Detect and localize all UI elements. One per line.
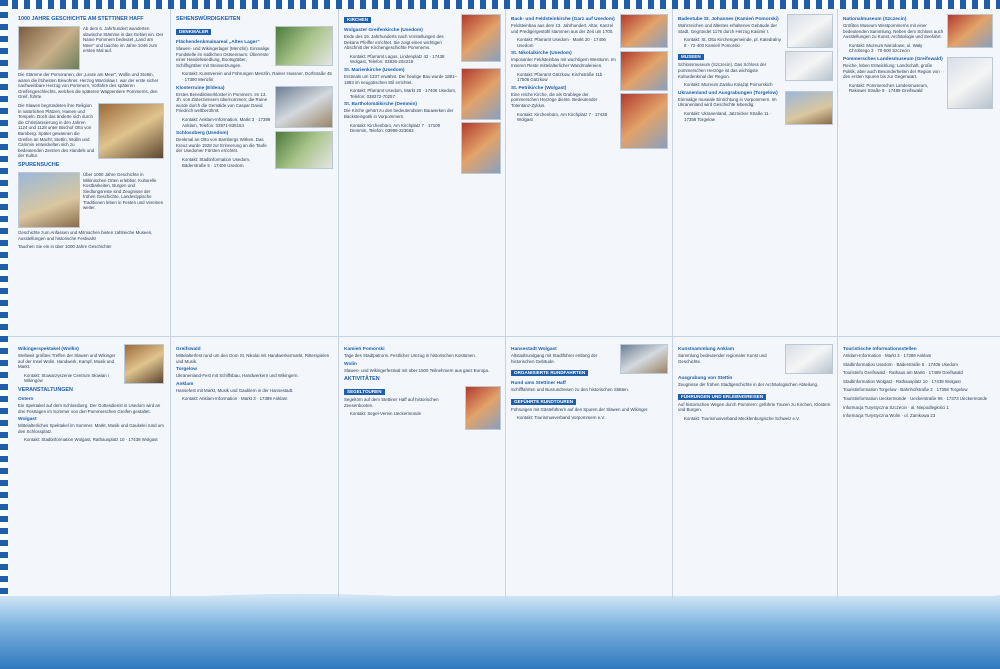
- event-name: Torgelow: [176, 367, 197, 373]
- events3-panel: [344, 344, 501, 594]
- horizontal-fold-line: [8, 336, 1000, 337]
- museums-panel: [678, 14, 833, 332]
- events-title: VERANSTALTUNGEN: [18, 386, 73, 393]
- spurensuche-title: SPURENSUCHE: [18, 161, 60, 168]
- tours-tag: FÜHRUNGEN UND ERLEBNISREISEN: [678, 394, 766, 400]
- church-contact: Kontakt: Pfarramt Lagos, Lindenplatz 42 · 17438 Wolgast, Telefon: 03836-202218: [350, 53, 445, 65]
- event-name: Ostern: [18, 396, 34, 402]
- events-panel: [18, 344, 164, 594]
- event-text: Mittelalterfest rund um den Dom St. Nikolai mit Handwerkermarkt, Ritterspielen und Musik.: [176, 353, 330, 364]
- event-name: Anklam: [176, 381, 194, 387]
- sights-title: SEHENSWÜRDIGKEITEN: [176, 16, 241, 22]
- museum-building-photo: [947, 57, 993, 109]
- museum-name: Kunstsammlung Anklam: [678, 347, 735, 352]
- site-contact: Kontakt: Muzeum Zamku Książąt Pomorskich: [684, 82, 773, 88]
- segeltouren-tag: SEGELTOUREN: [344, 389, 385, 395]
- church-name: St. Bartholomäikirche (Demmin): [344, 102, 418, 108]
- top-border-stripe: [0, 0, 1000, 9]
- tour-contact: Kontakt: Tourismusverband Vorpommern e.V.: [517, 415, 606, 421]
- event-text: Ukranenland-Fest mit Schiffsbau, Handwerkern und Wikingern.: [176, 373, 299, 379]
- gallery-photo: [785, 344, 833, 374]
- sight-text: Denkmal an Otto von Bambergs Wirken. Das Kreuz wurde 1928 zur Erinnerung an die Taufe der Usedomer Fürsten errichtet.: [176, 137, 267, 154]
- tour-name: Rund ums Stettiner Haff: [511, 381, 566, 387]
- tour-name: Hansestadt Wolgast: [511, 347, 557, 352]
- left-border-stripe: [0, 0, 8, 669]
- event-text: Ein Spektakel auf dem Schlossberg. Der Gottesdienst in Usedom wird an drei Festtagen im Sommer von den Pommerschen Greifen gestaltet.: [18, 402, 161, 414]
- info-entry: Informacja Turystyczna Szczecin · al. Niepodległości 1: [843, 404, 949, 410]
- church-text: Erstmals um 1337 erwähnt. Der heutige Bau wurde 1891–1893 im neugotischen Stil errichtet.: [344, 73, 458, 85]
- site-contact: Kontakt: Ukranenland, Jatznicker Straße 11 · 17358 Torgelow: [684, 110, 772, 122]
- activities-title: AKTIVITÄTEN: [344, 376, 380, 383]
- church-text: Imposanter Feldsteinbau mit wuchtigem Westturm. Im Inneren Reste mittelalterlicher Wandmalereien.: [511, 57, 616, 68]
- museum-photo: [947, 14, 993, 48]
- church-name: Wolgaster Greifenkirche (Usedom): [344, 28, 423, 33]
- sight-name: Klosterruine (Eldena): [176, 85, 225, 91]
- event-name: Wolin: [344, 361, 357, 367]
- castle-photo: [785, 51, 833, 81]
- activity-contact: Kontakt: Segel-Verein Ueckermünde: [350, 411, 422, 417]
- museum-text: Größtes Museum Westpommerns mit einer bedeutenden Sammlung. Neben dem Schloss auch Ausstellungen zu Kunst, Archäologie und Seefahrt.: [843, 23, 944, 40]
- market-photo: [18, 172, 80, 228]
- intro-panel: [18, 14, 164, 332]
- church-name: St. Nikolaikirche (Usedom): [511, 51, 572, 57]
- tours-tag: ORGANISIERTE RUNDFAHRTEN: [511, 370, 588, 376]
- fold-line: [837, 9, 838, 599]
- churches-panel: [344, 14, 501, 332]
- site-name: Ukranenland und Ausgrabungen (Torgelow): [678, 90, 778, 96]
- event-contact: Kontakt: Stadtinformation Wolgast, Rathausplatz 10 · 17438 Wolgast: [24, 437, 158, 443]
- tour-text: Altstadtrundgang mit Stadtführer entlang der historischen Gebäude.: [511, 353, 598, 364]
- museum-text: Reiche, leben Entwicklung: Landschaft, große Politik, aber auch Besonderheiten der Region von den ersten Spuren bis zur Gegenwart.: [843, 62, 940, 80]
- sailboat-photo: [465, 386, 501, 430]
- church-photo: [461, 68, 501, 120]
- event-name: Wolgast: [18, 417, 37, 423]
- church-contact: Kontakt: Kirchenbüro, Am Kirchplatz 7 · 17109 Demmin, Telefon: 03998-223663: [350, 122, 441, 134]
- intro-text-1: Ab dem 6. Jahrhundert wanderten slawische Stämme in das Gebiet ein. Der Name Pommern bedeutet „Land am Meer“ und tauchte im Jahre 1046 zum ersten Mal auf.: [83, 26, 164, 54]
- site-name: Badestube St. Johannes (Kamień Pomorski): [678, 17, 779, 22]
- museum-text: Sammlung bedeutender regionaler Kunst und Geschichte.: [678, 353, 767, 364]
- museums-tag: MUSEEN: [678, 54, 704, 60]
- event-name: Kamień Pomorski: [344, 347, 385, 352]
- tours-tag: GEFÜHRTE RUNDTOUREN: [511, 399, 576, 405]
- intro-title: 1000 JAHRE GESCHICHTE AM STETTINER HAFF: [18, 16, 144, 22]
- tours-panel: [511, 344, 668, 594]
- museum-contact: Kontakt: Tourismusverband Mecklenburgische Schweiz e.V.: [684, 415, 800, 421]
- intro-footer-1: Geschichte zum Anfassen und Mitmachen bieten zahlreiche Museen, Ausstellungen und historische Festivals!: [18, 229, 153, 241]
- sight-name: Schlossberg (Usedom): [176, 131, 229, 137]
- village-photo: [785, 91, 833, 125]
- sight-text: Erstes Benediktinerkloster in Pommern. Im 13. Jh. von Zisterziensern übernommen; die Ruine wurde durch die Gemälde von Caspar David Friedrich weltberühmt.: [176, 91, 268, 114]
- church-photo: [620, 14, 668, 48]
- ruin-photo: [275, 86, 333, 128]
- site-contact: Kontakt: St. Otto Kirchengemeinde, pl. Katedralny 8 · 72-400 Kamień Pomorski: [684, 37, 781, 48]
- info-title: Touristische Informationsstellen: [843, 347, 917, 352]
- event-text: Mittelalterliches Spektakel im Sommer. Markt, Musik und Gaukelei rund um den Schlossplatz.: [18, 423, 164, 434]
- church-photo: [620, 93, 668, 149]
- museum-text: Zeugnisse der frühen Stadtgeschichte in der Archäologischen Abteilung.: [678, 382, 819, 387]
- info-entry: Anklam-Information · Markt 3 · 17389 Anklam: [843, 353, 932, 358]
- event-text: Weltweit größtes Treffen der Slawen und Wikinger auf der Insel Wolin. Handwerk, Kampf, Musik und Markt.: [18, 353, 116, 370]
- activity-text: Segeltörn auf dem Stettiner Haff auf historischen Zeesenbooten.: [344, 397, 439, 408]
- sight-contact: Kontakt: Stadtinformation Usedom, Bäderstraße 5 · 17406 Usedom: [182, 156, 251, 168]
- event-text: Slawen- und Wikingerfestival mit über 1500 Teilnehmern aus ganz Europa.: [344, 367, 490, 373]
- event-contact: Kontakt: Stowarzyszenie Centrum Słowian i Wikingów: [24, 372, 109, 384]
- intro-text-2: Die Stämme der Pomoranen, der „Leute am Meer“, Wollin und Stettin, waren die frühesten Bewohner. Herzog Warcisław I. war der erste sicher nachweisbare Herzog von Pommern, Vorfahre des späteren Greifengeschlechts, welches die späteren Wappentiere Pommerns, den Greif, führte.: [18, 72, 159, 100]
- event-name: Greifswald: [176, 347, 201, 352]
- tour-text: Führungen mit Gästeführern auf den Spuren der Slawen und Wikinger.: [511, 406, 649, 412]
- site-text: Schlossmuseum (Szczecin). Das Schloss der pommerschen Herzöge ist das wichtigste Kulturdenkmal der Region.: [678, 62, 767, 79]
- sight-name: Flächendenkmalsareal „Altes Lager“: [176, 40, 260, 45]
- museum-contact: Kontakt: Muzeum Narodowe, ul. Wały Chrobrego 3 · 70-500 Szczecin: [849, 42, 923, 54]
- church-contact: Kontakt: Kirchenbüro, Am Kirchplatz 7 · 17438 Wolgast: [517, 111, 608, 123]
- church-contact: Kontakt: Pfarramt Usedom · Markt 20 · 17406 Usedom: [517, 37, 606, 48]
- building-photo: [787, 14, 833, 48]
- sight-contact: Kontakt: Kunstverein und Führungen Menzlin, Rainer Hussner, Dorfstraße 45 · 17390 Menzlin: [182, 71, 332, 82]
- site-text: Wahrzeichen und ältestes erhaltenes Gebäude der Stadt. Gegründet 1176 durch Herzog Kasimir I.: [678, 23, 777, 34]
- church-contact: Kontakt: Pfarramt Usedom, Markt 20 · 17406 Usedom, Telefon: 038372-70257: [350, 88, 457, 99]
- museum-name: Pommersches Landesmuseum (Greifswald): [843, 56, 943, 62]
- event-text: Hansefest mit Markt, Musik und Gauklern in der Hansestadt.: [176, 387, 294, 393]
- info-entry: Informacja Turystyczna Wolin · ul. Zamkowa 23: [843, 413, 936, 419]
- event-contact: Kontakt: Anklam-Information · Markt 3 · 17389 Anklam: [182, 396, 288, 402]
- church-contact: Kontakt: Pfarramt Gützkow, Kirchstraße 11b · 17506 Gützkow: [517, 71, 606, 83]
- church-text: Feldsteinbau aus dem 13. Jahrhundert. Altar, Kanzel und Predigergestühl stammen aus der Zeit um 1700.: [511, 23, 614, 34]
- sight-contact: Kontakt: Anklam-Information, Markt 3 · 17389 Anklam, Telefon: 03971-835154: [182, 116, 271, 128]
- event-photo: [124, 344, 164, 384]
- museums2-panel: [678, 344, 833, 594]
- church-name: St. Marienkirche (Usedom): [344, 67, 405, 73]
- wave-background: [0, 596, 1000, 669]
- museum-panel: [843, 14, 993, 332]
- info-entry: Touristinformation Torgelow · Bahnhofstraße 2 · 17358 Torgelow: [843, 387, 968, 393]
- church-name: St. Petrikirche (Wolgast): [511, 85, 567, 91]
- fold-line: [505, 9, 506, 599]
- tour-text: Schifffahrten und Busrundreisen zu den historischen Stätten.: [511, 387, 629, 393]
- town-photo: [620, 344, 668, 374]
- intro-text-3: Die Slawen begründeten ihre Religion in natürlichen Plätzen, Hainen und Tempeln. Doch das änderte sich durch die Christianisierung in den Jahren 1124 und 1128 unter Bischof Otto von Bamberg. Später gewannen die Greifen an Macht; Stettin, Wollin und Cammin entwickelten sich zu bedeutenden Zentren des Handels und der Kultur.: [18, 102, 95, 159]
- event-name: Wikingerspektakel (Wollin): [18, 347, 79, 352]
- spurensuche-text: Über 1000 Jahre Geschichte in Wikinischen Orten erlebbar. Kulturelle Kostbarkeiten, Burgen und Siedlungsreste sind Zeugnisse der frühen Geschichte. Landestypische Traditionen leben in Festen und Vereinen weiter.: [83, 171, 164, 211]
- church-photo: [461, 122, 501, 174]
- figure-photo: [98, 103, 164, 159]
- cross-photo: [275, 131, 333, 169]
- churches-tag: KIRCHEN: [344, 17, 371, 23]
- ship-photo: [18, 26, 80, 70]
- sights-panel: [176, 14, 333, 332]
- category-tag: DENKMÄLER: [176, 29, 211, 35]
- info-entry: Stadtinformation Usedom · Bäderstraße 5 · 17406 Usedom: [843, 361, 958, 367]
- museum-name: Nationalmuseum (Szczecin): [843, 17, 907, 22]
- museum-text: Auf historischen Wegen durch Pommern: geführte Touren zu Kirchen, Klöstern und Burgen.: [678, 401, 831, 413]
- fold-line: [170, 9, 171, 599]
- church-text: Eine reiche Kirche, die als Grablege der pommerschen Herzöge diente. Bedeutender Totentanz-Zyklus.: [511, 91, 598, 108]
- site-photo: [275, 26, 333, 66]
- museum-contact: Kontakt: Pommersches Landesmuseum, Rakower Straße 9 · 17489 Greifswald: [849, 82, 929, 94]
- church-name: Back- und Feldsteinkirche (Garz auf Usedom): [511, 17, 615, 22]
- church-text: Ende des 19. Jahrhunderts nach Vorstellungen des Dekans Pfeiffer errichtet. Sie zeigt einen wichtigen Abschnitt der Kirchengeschichte Pommerns.: [344, 34, 444, 51]
- info-entry: Stadtinformation Wolgast · Rathausplatz 10 · 17438 Wolgast: [843, 378, 961, 384]
- fold-line: [672, 9, 673, 599]
- site-text: Einmalige museale Einrichtung in Vorpommern. Im Ukranenland wird Geschichte lebendig.: [678, 96, 777, 108]
- intro-footer-2: Tauchen Sie ein in über 1000 Jahre Geschichte!: [18, 244, 112, 250]
- fold-line: [338, 9, 339, 599]
- events2-panel: [176, 344, 333, 594]
- info-entry: Touristinformation Ueckermünde · Ueckerstraße 96 · 17373 Ueckermünde: [843, 395, 988, 401]
- church-photo: [461, 14, 501, 62]
- church-text: Die Kirche gehört zu den bedeutendsten Bauwerken der Backsteingotik in Vorpommern.: [344, 108, 454, 119]
- sight-text: Slawen- und Wikingerlager (Menzlin). Einmalige Fundstelle im südlichen Ostseeraum: Überreste einer Handelssiedlung, Bootsgräber, Schiffsgräber mit Steinsetzungen.: [176, 46, 270, 68]
- info-panel: [843, 344, 993, 594]
- info-entry: Touristinfo Greifswald · Rathaus am Markt · 17489 Greifswald: [843, 370, 963, 376]
- churches2-panel: [511, 14, 668, 332]
- church-photo: [620, 51, 668, 91]
- museum-name: Ausgrabung von Stettin: [678, 376, 733, 381]
- event-text: Tage des Stadtpatrons. Festlicher Umzug in historischen Kostümen.: [344, 353, 477, 358]
